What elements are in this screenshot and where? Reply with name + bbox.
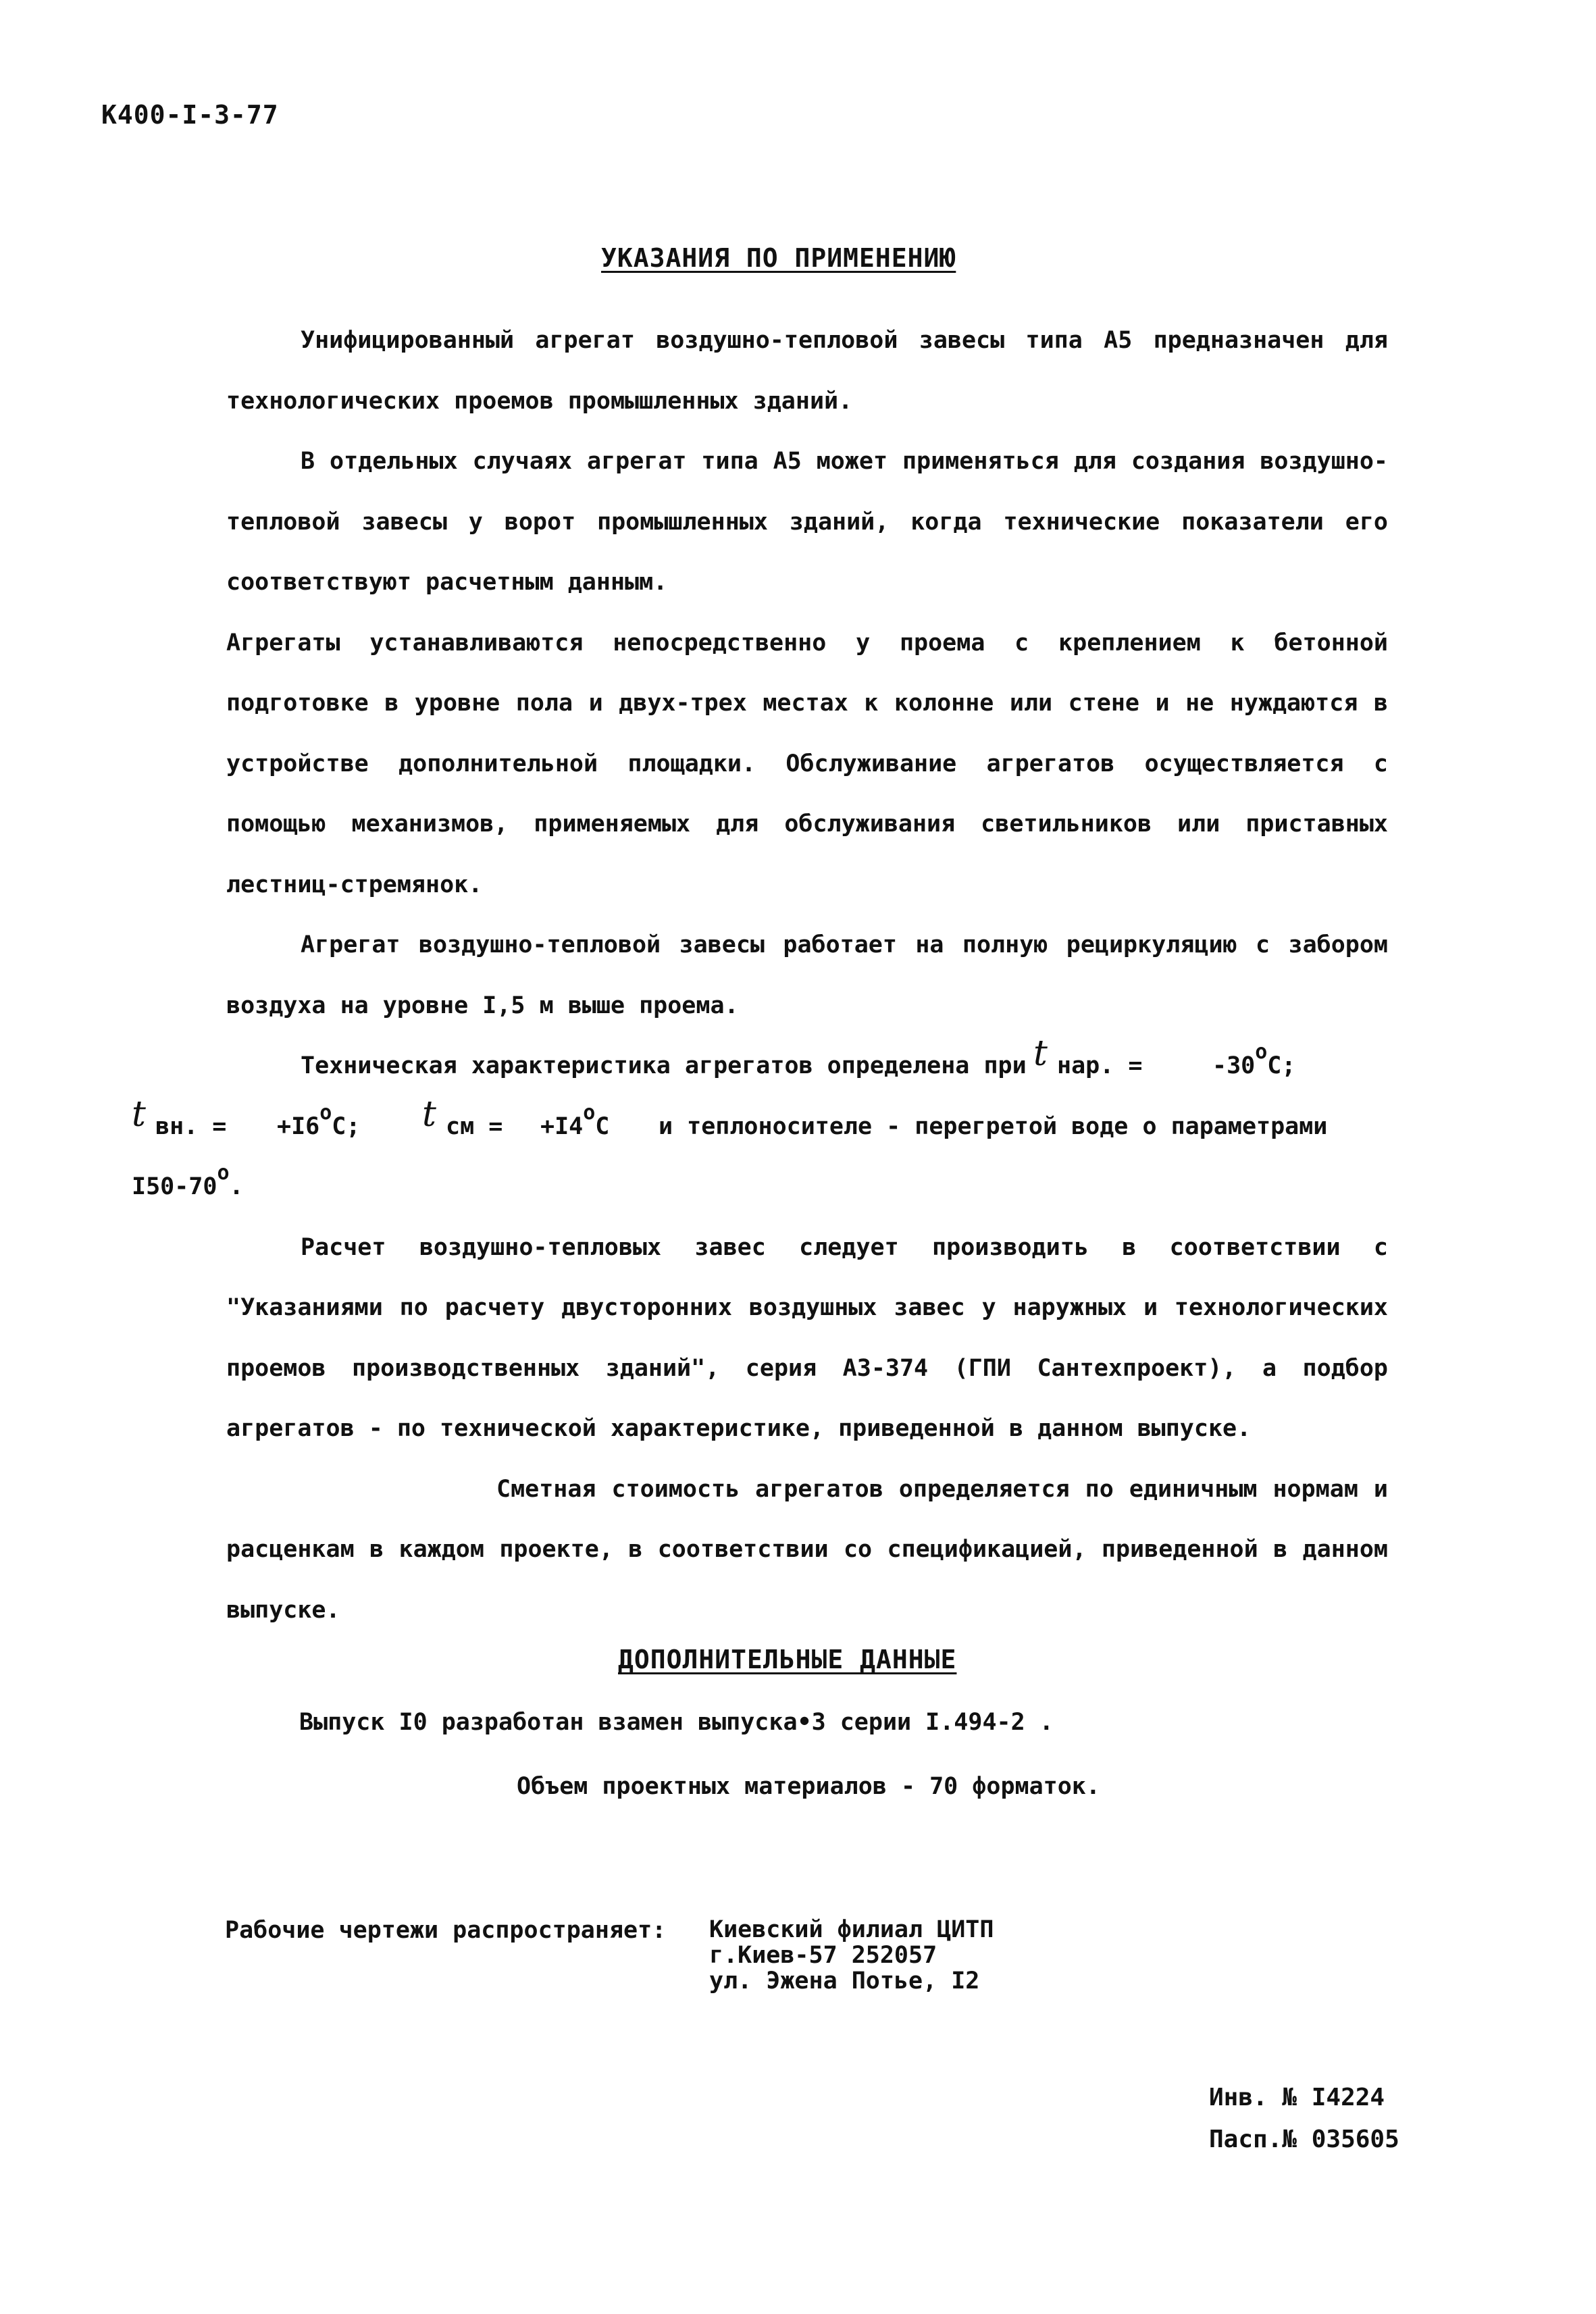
tech-characteristics-line-2 — [132, 1094, 1388, 1158]
t-vn-label: вн. = — [155, 1112, 227, 1140]
t-nar-label: нар. = — [1057, 1052, 1143, 1079]
tech-intro: Техническая характеристика агрегатов определена при — [301, 1052, 1027, 1079]
tech-coolant: и теплоносителе - перегретой воде о параметрами — [659, 1112, 1328, 1140]
t-nar-value: $-30^оС$; — [1212, 1040, 1296, 1079]
t-vn-symbol: t — [132, 1094, 146, 1135]
distribution-address — [709, 1917, 994, 1994]
tech-characteristics-line-3 — [132, 1157, 1388, 1218]
distributor-organization: Киевский филиал ЦИТП — [709, 1916, 994, 1943]
t-sm-value: $+I4^оС$ — [540, 1100, 610, 1140]
paragraph-cost-estimate: Сметная стоимость агрегатов определяется по единичным нормам и расценкам в каждом проекте, в соответствии со спецификацией, приведенной в данном выпуске. — [226, 1475, 1388, 1624]
coolant-params: $I50-70^о$. — [132, 1161, 244, 1200]
heading-additional-data: ДОПОЛНИТЕЛЬНЫЕ ДАННЫЕ — [618, 1645, 957, 1674]
distributor-street: ул. Эжена Потье, I2 — [709, 1968, 980, 1995]
tech-characteristics-line-1 — [226, 1033, 1388, 1097]
paragraph-calculation: Расчет воздушно-тепловых завес следует производить в соответствии с "Указаниями по расчету двусторонних воздушных завес у наружных и технологических проемов производственных зданий", серия А3-374 (ГПИ Сантехпроект), а подбор агрегатов - по технической характеристике, приведенной в данном выпуске. — [226, 1233, 1388, 1442]
paragraph-purpose: Унифицированный агрегат воздушно-тепловой завесы типа А5 предназначен для технологических проемов промышленных зданий. — [226, 327, 1388, 415]
t-sm-symbol: t — [422, 1094, 436, 1135]
heading-usage-instructions: УКАЗАНИЯ ПО ПРИМЕНЕНИЮ — [601, 243, 956, 273]
project-materials-volume: Объем проектных материалов - 70 форматок. — [517, 1773, 1100, 1800]
distribution-label: Рабочие чертежи распространяет: — [225, 1917, 667, 1944]
paragraph-recirculation: Агрегат воздушно-тепловой завесы работает на полную рециркуляцию с забором воздуха на уровне I,5 м выше проема. — [226, 931, 1388, 1019]
inventory-number: Инв. № I4224 — [1209, 2084, 1385, 2111]
t-vn-value: $+I6^оС$; — [277, 1100, 361, 1140]
t-nar-symbol: t — [1033, 1033, 1048, 1074]
paragraph-installation: Агрегаты устанавливаются непосредственно у проема с креплением к бетонной подготовке в уровне пола и двух-трех местах к колонне или стене и не нуждаются в устройстве дополнительной площадки. Обслуживание агрегатов осуществляется с помощью механизмов, применяемых для обслуживания светильников или приставных лестниц-стремянок. — [226, 629, 1388, 898]
t-sm-label: см = — [446, 1112, 503, 1140]
inventory-block — [1209, 2077, 1399, 2161]
passport-number: Пасп.№ 035605 — [1209, 2126, 1399, 2153]
document-code: К400-I-3-77 — [101, 100, 279, 130]
distributor-city: г.Киев-57 252057 — [709, 1942, 937, 1969]
paragraph-gates-usage: В отдельных случаях агрегат типа А5 может применяться для создания воздушно-тепловой завесы у ворот промышленных зданий, когда технические показатели его соответствуют расчетным данным. — [226, 448, 1388, 596]
usage-instructions-body — [132, 311, 1388, 1641]
issue-replacement-note: Выпуск I0 разработан взамен выпуска•3 серии I.494-2 . — [299, 1709, 1054, 1736]
